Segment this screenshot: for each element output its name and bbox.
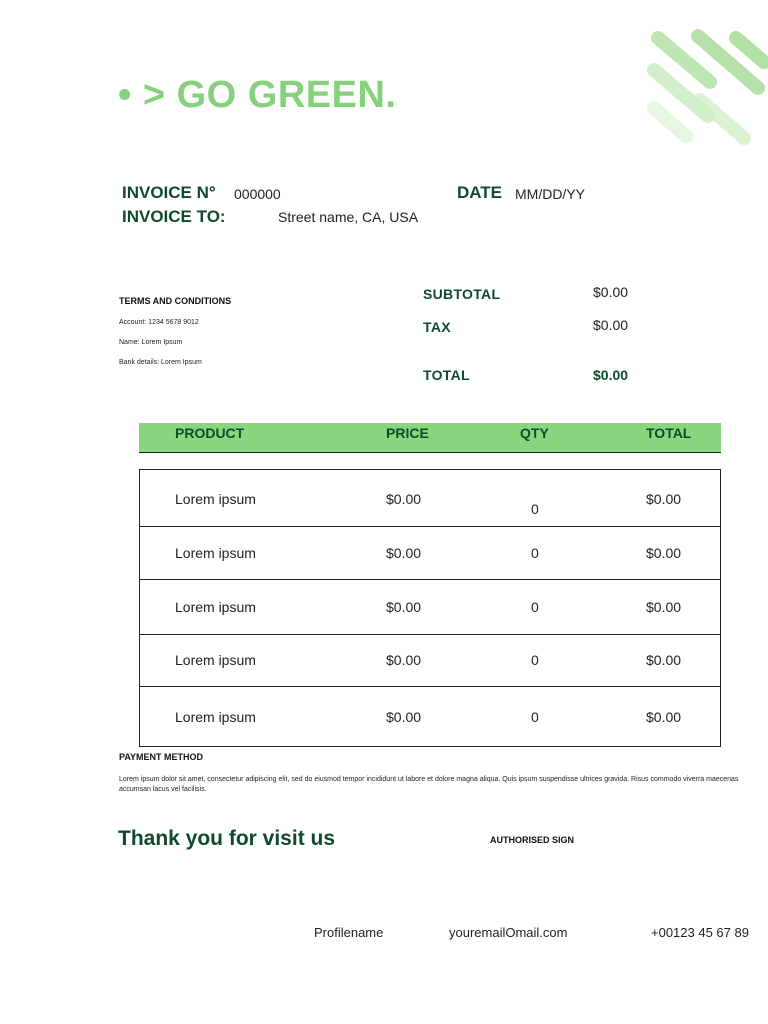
footer-phone: +00123 45 67 89 — [651, 925, 749, 940]
table-row — [140, 470, 720, 527]
cell-price: $0.00 — [386, 491, 422, 507]
invoice-number-label: INVOICE N° — [122, 183, 216, 202]
cell-price: $0.00 — [386, 599, 422, 615]
cell-product: Lorem ipsum — [175, 491, 256, 507]
table-row — [140, 687, 720, 746]
cell-product: Lorem ipsum — [175, 599, 256, 615]
column-header-total: TOTAL — [646, 425, 692, 441]
terms-title: TERMS AND CONDITIONS — [119, 296, 232, 306]
invoice-to-address: Street name, CA, USA — [278, 209, 419, 225]
cell-qty: 0 — [531, 545, 539, 561]
invoice-number-value: 000000 — [234, 186, 281, 202]
cell-qty: 0 — [531, 652, 539, 668]
invoice-to-label: INVOICE TO: — [122, 207, 226, 226]
cell-total: $0.00 — [646, 709, 682, 725]
terms-account: Account: 1234 5678 9012 — [119, 319, 199, 326]
subtotal-label: SUBTOTAL — [423, 286, 501, 302]
subtotal-value: $0.00 — [593, 284, 629, 300]
table-header — [139, 423, 721, 453]
cell-price: $0.00 — [386, 709, 422, 725]
cell-qty: 0 — [531, 501, 539, 517]
cell-price: $0.00 — [386, 545, 422, 561]
column-header-product: PRODUCT — [175, 425, 245, 441]
items-table — [139, 469, 721, 747]
footer-profile-name: Profilename — [314, 925, 384, 940]
cell-total: $0.00 — [646, 599, 682, 615]
table-row — [140, 580, 720, 635]
tax-label: TAX — [423, 319, 451, 335]
cell-total: $0.00 — [646, 652, 682, 668]
footer-email: youremailOmail.com — [449, 925, 568, 940]
cell-price: $0.00 — [386, 652, 422, 668]
payment-method-text: Lorem ipsum dolor sit amet, consectetur adipiscing elit, sed do eiusmod tempor incididunt ut labore et dolore magna aliqua. Quis ipsum suspendisse ultrices gravida. Risus commodo viverra maecenas accumsan lacus vel facilisis. — [119, 776, 739, 793]
date-value: MM/DD/YY — [515, 186, 585, 202]
cell-product: Lorem ipsum — [175, 545, 256, 561]
payment-method-title: PAYMENT METHOD — [119, 752, 204, 762]
thank-you-message: Thank you for visit us — [118, 827, 336, 850]
cell-product: Lorem ipsum — [175, 652, 256, 668]
cell-qty: 0 — [531, 599, 539, 615]
table-row — [140, 527, 720, 580]
total-value: $0.00 — [593, 367, 629, 383]
brand-title: • > GO GREEN. — [118, 74, 397, 116]
tax-value: $0.00 — [593, 317, 629, 333]
table-row — [140, 635, 720, 687]
column-header-price: PRICE — [386, 425, 429, 441]
date-label: DATE — [457, 183, 503, 202]
terms-name: Name: Lorem Ipsum — [119, 339, 183, 346]
cell-total: $0.00 — [646, 545, 682, 561]
terms-bank: Bank details: Lorem Ipsum — [119, 359, 202, 366]
cell-total: $0.00 — [646, 491, 682, 507]
total-label: TOTAL — [423, 367, 470, 383]
authorised-sign-label: AUTHORISED SIGN — [490, 835, 575, 845]
decorative-stripes — [640, 22, 768, 152]
column-header-qty: QTY — [520, 425, 549, 441]
cell-qty: 0 — [531, 709, 539, 725]
cell-product: Lorem ipsum — [175, 709, 256, 725]
